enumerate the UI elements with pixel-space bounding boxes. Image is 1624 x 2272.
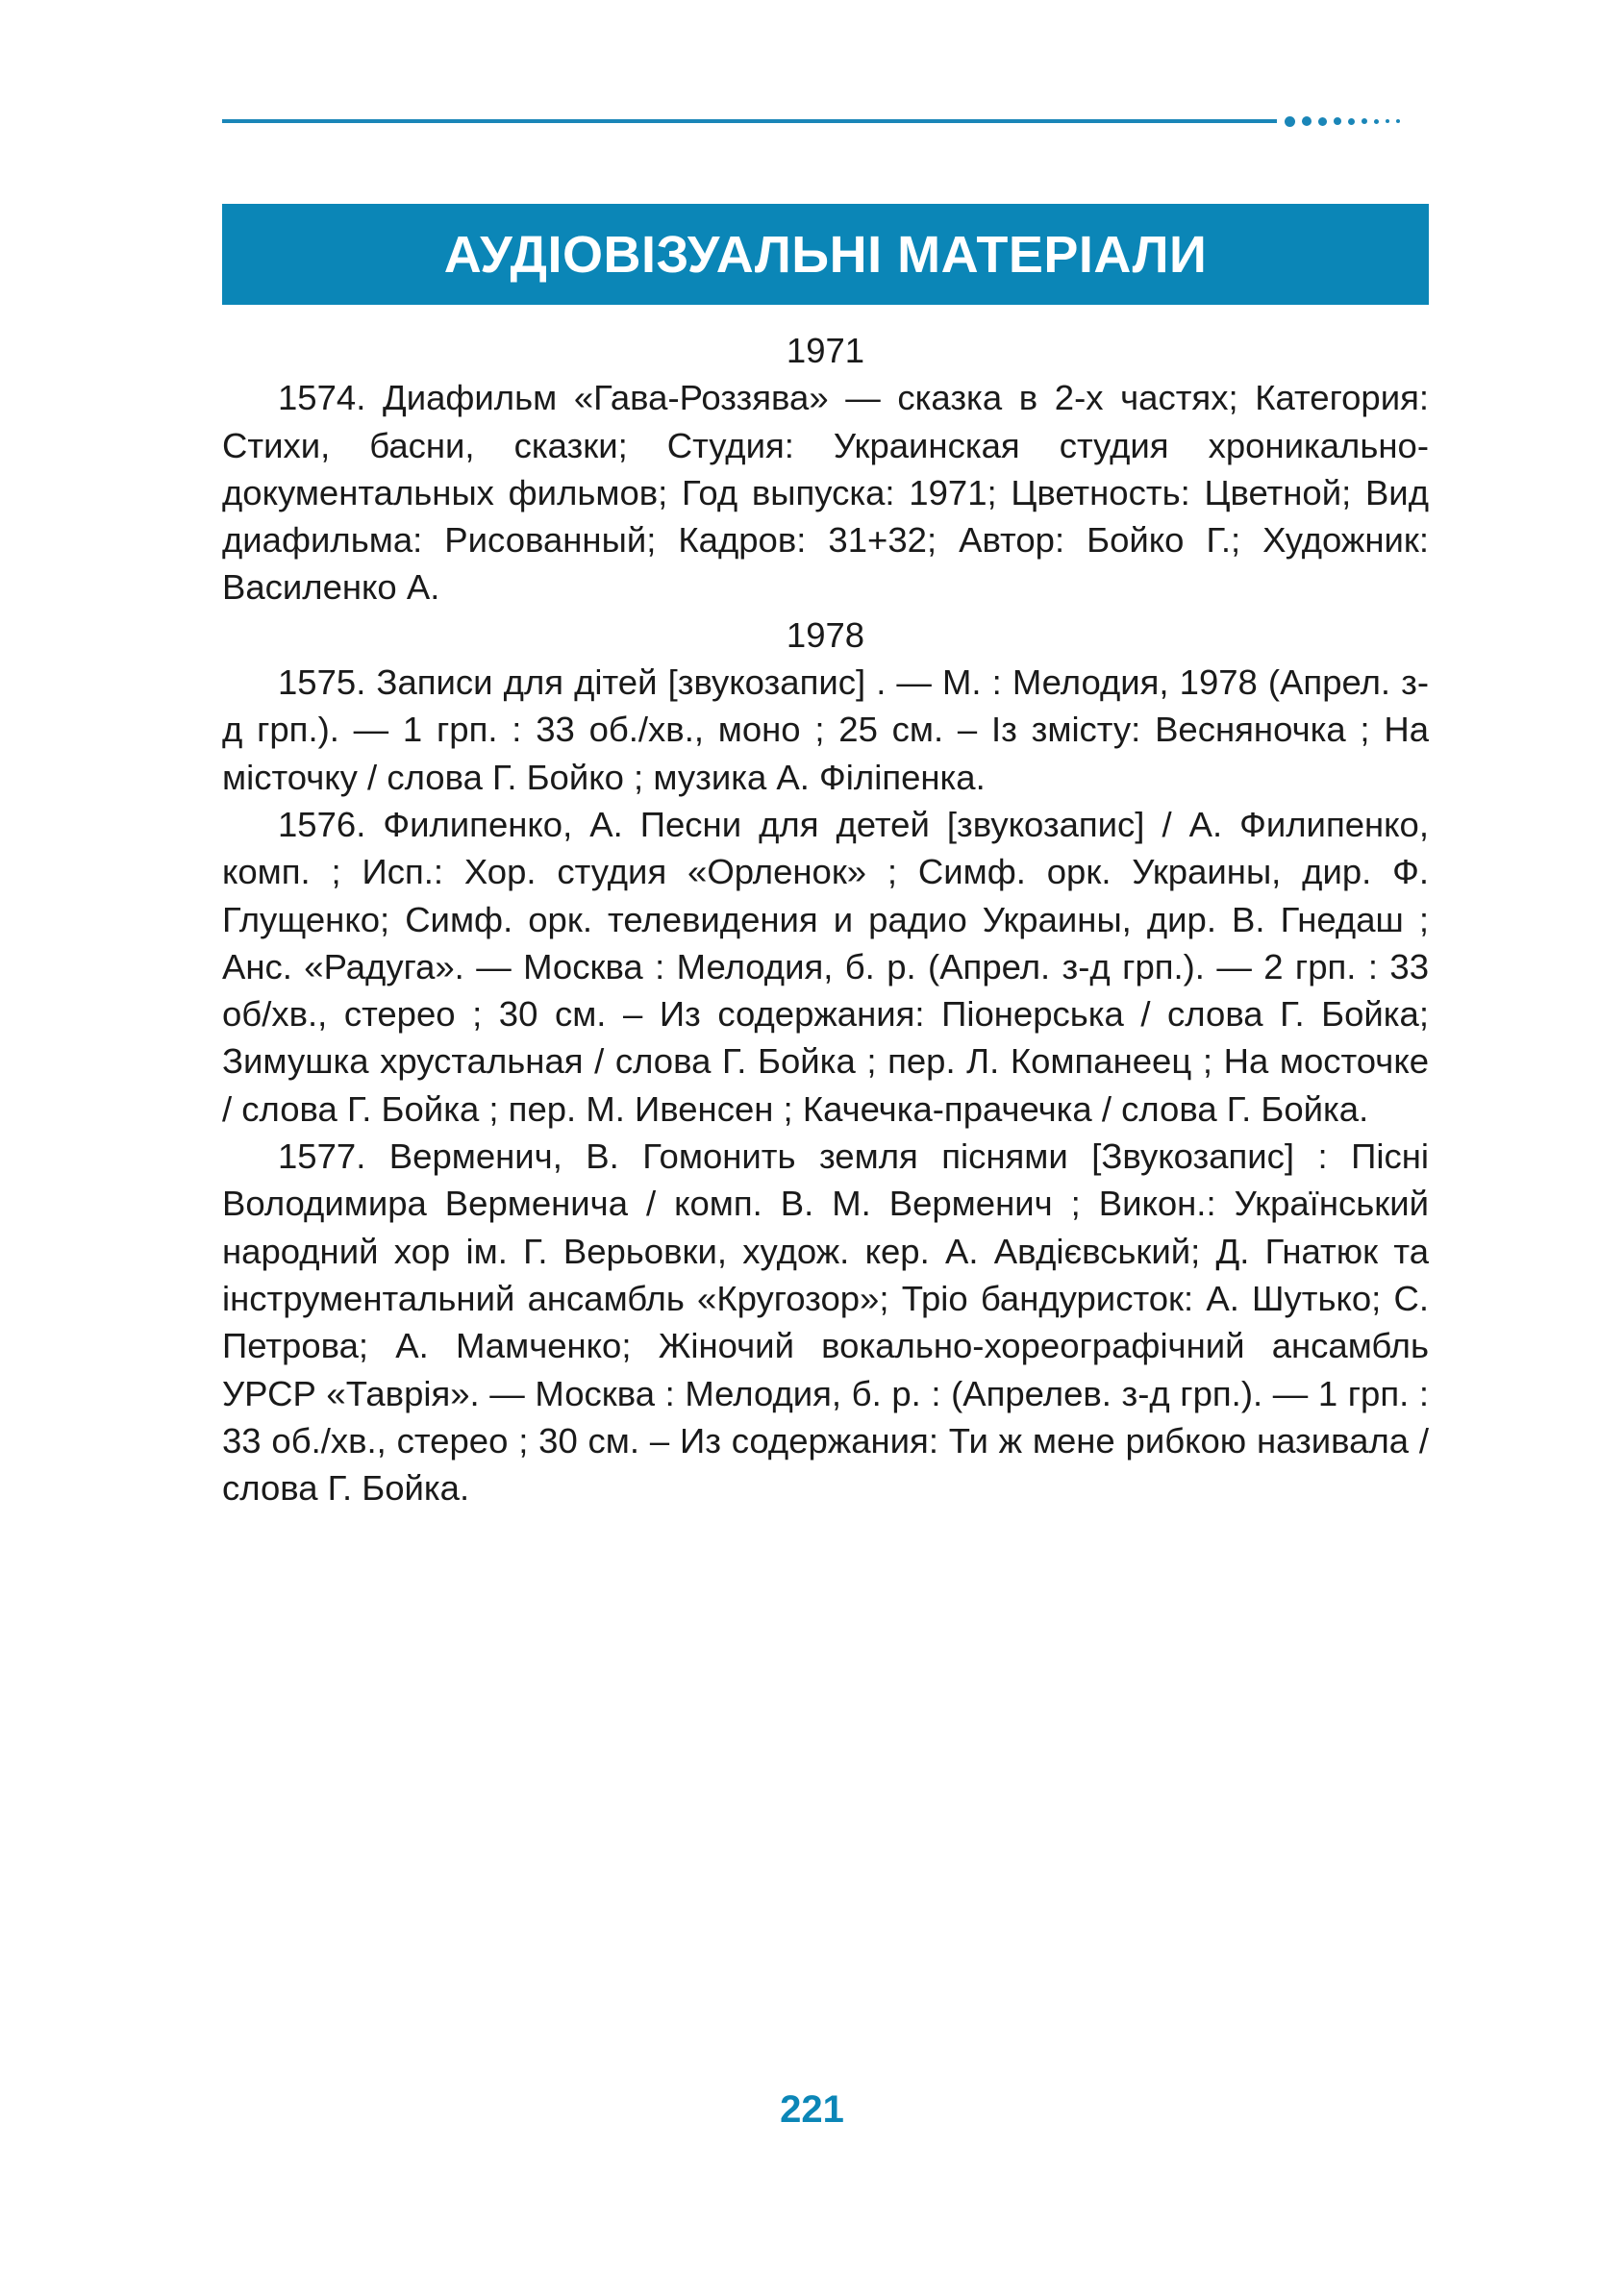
header-rule-line bbox=[222, 119, 1277, 123]
year-heading-1971: 1971 bbox=[786, 331, 865, 370]
bibliography-entry-1574: 1574. Диафильм «Гава-Роззява» — сказка в 2-х частях; Категория: Стихи, басни, сказки; Студия: Украинская студия хроникально-документальных фильмов; Год выпуска: 1971; Цветность: Цветной; Вид диафильма: Рисованный; Кадров: 31+32; Автор: Бойко Г.; Художник: Василенко А. bbox=[222, 378, 1429, 608]
year-heading-1978: 1978 bbox=[786, 614, 865, 655]
section-title: АУДІОВІЗУАЛЬНІ МАТЕРІАЛИ bbox=[443, 225, 1208, 284]
section-title-banner bbox=[222, 204, 1429, 305]
header-dots-ornament bbox=[1285, 112, 1429, 130]
page-number: 221 bbox=[780, 2088, 844, 2131]
bibliography-content bbox=[222, 327, 1429, 1511]
bibliography-entry-1577: 1577. Верменич, В. Гомонить земля піснями [Звукозапис] : Пісні Володимира Верменича / комп. В. М. Верменич ; Викон.: Український народний хор ім. Г. Верьовки, худож. кер. А. Авдієвський; Д. Гнатюк та інструментальний ансамбль «Кругозор»; Тріо бандуристок: А. Шутько; С. Петрова; А. Мамченко; Жіночий вокально-хореографічний ансамбль УРСР «Таврія». — Москва : Мелодия, б. р. : (Апрелев. з-д грп.). — 1 грп. : 33 об./хв., стерео ; 30 см. – Из содержания: Ти ж мене рибкою називала / слова Г. Бойка. bbox=[222, 1136, 1429, 1509]
bibliography-entry-1576: 1576. Филипенко, А. Песни для детей [звукозапис] / А. Филипенко, комп. ; Исп.: Хор. студия «Орленок» ; Симф. орк. Украины, дир. Ф. Глущенко; Симф. орк. телевидения и радио Украины, дир. В. Гнедаш ; Анс. «Радуга». — Москва : Мелодия, б. р. (Апрел. з-д грп.). — 2 грп. : 33 об/хв., стерео ; 30 см. – Из содержания: Піонерська / слова Г. Бойка; Зимушка хрустальная / слова Г. Бойка ; пер. Л. Компанеец ; На мосточке / слова Г. Бойка ; пер. М. Ивенсен ; Качечка-прачечка / слова Г. Бойка. bbox=[222, 804, 1429, 1129]
bibliography-entry-1575: 1575. Записи для дітей [звукозапис] . — М. : Мелодия, 1978 (Апрел. з-д грп.). — 1 грп. : 33 об./хв., моно ; 25 см. – Із змісту: Весняночка ; На місточку / слова Г. Бойко ; музика А. Філіпенка. bbox=[222, 662, 1429, 797]
